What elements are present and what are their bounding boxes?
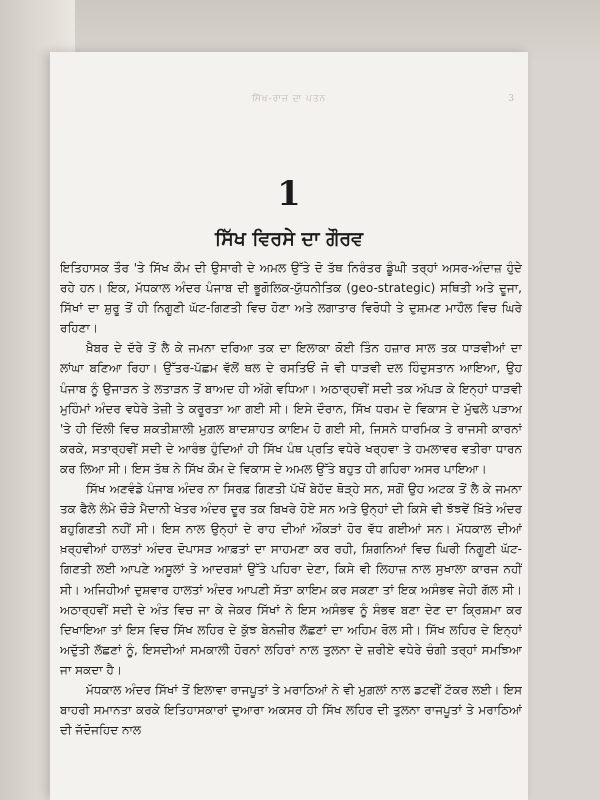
chapter-title: ਸਿੱਖ ਵਿਰਸੇ ਦਾ ਗੌਰਵ	[214, 228, 364, 250]
running-head: ਸਿੱਖ-ਰਾਜ ਦਾ ਪਤਨ	[251, 94, 327, 104]
chapter-number: 1	[277, 174, 301, 214]
background-top	[0, 0, 600, 60]
book-page	[50, 52, 528, 800]
paragraph-1: ਇਤਿਹਾਸਕ ਤੌਰ 'ਤੇ ਸਿੱਖ ਕੌਮ ਦੀ ਉਸਾਰੀ ਦੇ ਅਮਲ ਉੱਤੇ ਦੋ ਤੱਥ ਨਿਰੰਤਰ ਡੂੰਘੀ ਤਰ੍ਹਾਂ ਅਸਰ-ਅੰਦਾਜ਼ ਹੁੰਦੇ ਰਹੇ ਹਨ। ਇਕ, ਮੱਧਕਾਲ ਅੰਦਰ ਪੰਜਾਬ ਦੀ ਭੂਗੋਲਿਕ-ਯੁੱਧਨੀਤਿਕ (geo-strategic) ਸਥਿਤੀ ਅਤੇ ਦੂਜਾ, ਸਿੱਖਾਂ ਦਾ ਸ਼ੁਰੂ ਤੋਂ ਹੀ ਨਿਗੂਣੀ ਘੱਟ-ਗਿਣਤੀ ਵਿਚ ਹੋਣਾ ਅਤੇ ਲਗਾਤਾਰ ਵਿਰੋਧੀ ਤੇ ਦੁਸ਼ਮਣ ਮਾਹੌਲ ਵਿਚ ਘਿਰੇ ਰਹਿਣਾ।	[60, 261, 522, 336]
paragraph-3: ਸਿੱਖ ਅਣਵੰਡੇ ਪੰਜਾਬ ਅੰਦਰ ਨਾ ਸਿਰਫ਼ ਗਿਣਤੀ ਪੱਖੋਂ ਬੇਹੱਦ ਥੋੜ੍ਹੇ ਸਨ, ਸਗੋਂ ਉਹ ਅਟਕ ਤੋਂ ਲੈ ਕੇ ਜਮਨਾ ਤਕ ਫੈਲੇ ਲੰਮੇ ਚੌੜੇ ਮੈਦਾਨੀ ਖੇਤਰ ਅੰਦਰ ਦੂਰ ਤਕ ਬਿਖਰੇ ਹੋਏ ਸਨ ਅਤੇ ਉਨ੍ਹਾਂ ਦੀ ਕਿਸੇ ਵੀ ਝੱਝਵੇਂ ਖ਼ਿੱਤੇ ਅੰਦਰ ਬਹੁਗਿਣਤੀ ਨਹੀਂ ਸੀ। ਇਸ ਨਾਲ ਉਨ੍ਹਾਂ ਦੇ ਰਾਹ ਦੀਆਂ ਔਕੜਾਂ ਹੋਰ ਵੱਧ ਗਈਆਂ ਸਨ। ਮੱਧਕਾਲ ਦੀਆਂ ਖ਼ਰ੍ਹਵੀਆਂ ਹਾਲਤਾਂ ਅੰਦਰ ਦੋਪਾਸੜ ਆਫ਼ਤਾਂ ਦਾ ਸਾਹਮਣਾ ਕਰ ਰਹੀ, ਸ਼ਿਗਨਿਆਂ ਵਿਚ ਘਿਰੀ ਨਿਗੂਣੀ ਘੱਟ-ਗਿਣਤੀ ਲਈ ਆਪਣੇ ਅਸੂਲਾਂ ਤੇ ਆਦਰਸ਼ਾਂ ਉੱਤੇ ਪਹਿਰਾ ਦੇਣਾ, ਕਿਸੇ ਵੀ ਲਿਹਾਜ਼ ਨਾਲ ਸੁਖਾਲਾ ਕਾਰਜ ਨਹੀਂ ਸੀ। ਅਜਿਹੀਆਂ ਦੁਸ਼ਵਾਰ ਹਾਲਤਾਂ ਅੰਦਰ ਆਪਣੀ ਸੱਤਾ ਕਾਇਮ ਕਰ ਸਕਣਾ ਤਾਂ ਇਕ ਅਸੰਭਵ ਜੇਹੀ ਗੱਲ ਸੀ। ਅਠਾਰ੍ਹਵੀਂ ਸਦੀ ਦੇ ਅੰਤ ਵਿਚ ਜਾ ਕੇ ਜੇਕਰ ਸਿੱਖਾਂ ਨੇ ਇਸ ਅਸੰਭਵ ਨੂੰ ਸੰਭਵ ਬਣਾ ਦੇਣ ਦਾ ਕ੍ਰਿਸ਼ਮਾ ਕਰ ਦਿਖਾਇਆ ਤਾਂ ਇਸ ਵਿਚ ਸਿੱਖ ਲਹਿਰ ਦੇ ਕੁੱਝ ਬੇਨਜ਼ੀਰ ਲੱਛਣਾਂ ਦਾ ਅਹਿਮ ਰੋਲ ਸੀ। ਸਿੱਖ ਲਹਿਰ ਦੇ ਇਨ੍ਹਾਂ ਅਦੁੱਤੀ ਲੱਛਣਾਂ ਨੂੰ, ਇਸਦੀਆਂ ਸਮਕਾਲੀ ਹੋਰਨਾਂ ਲਹਿਰਾਂ ਨਾਲ ਤੁਲਨਾ ਦੇ ਜ਼ਰੀਏ ਵਧੇਰੇ ਚੰਗੀ ਤਰ੍ਹਾਂ ਸਮਝਿਆ ਜਾ ਸਕਦਾ ਹੈ।	[60, 482, 522, 677]
body-text	[60, 258, 522, 798]
page-number: 3	[508, 94, 514, 104]
paragraph-4: ਮੱਧਕਾਲ ਅੰਦਰ ਸਿੱਖਾਂ ਤੋਂ ਇਲਾਵਾ ਰਾਜਪੂਤਾਂ ਤੇ ਮਰਾਠਿਆਂ ਨੇ ਵੀ ਮੁਗ਼ਲਾਂ ਨਾਲ ਡਟਵੀਂ ਟੱਕਰ ਲਈ। ਇਸ ਬਾਹਰੀ ਸਮਾਨਤਾ ਕਰਕੇ ਇਤਿਹਾਸਕਾਰਾਂ ਦੁਆਰਾ ਅਕਸਰ ਹੀ ਸਿੱਖ ਲਹਿਰ ਦੀ ਤੁਲਨਾ ਰਾਜਪੂਤਾਂ ਤੇ ਮਰਾਠਿਆਂ ਦੀ ਜੱਦੋਜਹਿਦ ਨਾਲ	[60, 682, 522, 738]
paragraph-2: ਖ਼ੈਬਰ ਦੇ ਦੱਰੇ ਤੋਂ ਲੈ ਕੇ ਜਮਨਾ ਦਰਿਆ ਤਕ ਦਾ ਇਲਾਕਾ ਕੋਈ ਤਿੰਨ ਹਜ਼ਾਰ ਸਾਲ ਤਕ ਧਾੜਵੀਆਂ ਦਾ ਲਾਂਘਾ ਬਣਿਆ ਰਿਹਾ। ਉੱਤਰ-ਪੱਛਮ ਵੱਲੋਂ ਥਲ ਦੇ ਰਸਤਿਓਂ ਜੋ ਵੀ ਧਾੜਵੀ ਦਲ ਹਿੰਦੁਸਤਾਨ ਆਇਆ, ਉਹ ਪੰਜਾਬ ਨੂੰ ਉਜਾੜਨ ਤੇ ਲਤਾੜਨ ਤੋਂ ਬਾਅਦ ਹੀ ਅੱਗੇ ਵਧਿਆ। ਅਠਾਰ੍ਹਵੀਂ ਸਦੀ ਤਕ ਅੱਪੜ ਕੇ ਇਨ੍ਹਾਂ ਧਾੜਵੀ ਮੁਹਿੰਮਾਂ ਅੰਦਰ ਵਧੇਰੇ ਤੇਜ਼ੀ ਤੇ ਕਰੂਰਤਾ ਆ ਗਈ ਸੀ। ਇਸੇ ਦੌਰਾਨ, ਸਿੱਖ ਧਰਮ ਦੇ ਵਿਕਾਸ ਦੇ ਮੁੱਢਲੇ ਪੜਾਅ 'ਤੇ ਹੀ ਦਿੱਲੀ ਵਿਚ ਸ਼ਕਤੀਸ਼ਾਲੀ ਮੁਗ਼ਲ ਬਾਦਸ਼ਾਹਤ ਕਾਇਮ ਹੋ ਗਈ ਸੀ, ਜਿਸਨੇ ਧਾਰਮਿਕ ਤੇ ਰਾਜਸੀ ਕਾਰਨਾਂ ਕਰਕੇ, ਸਤਾਰ੍ਹਵੀਂ ਸਦੀ ਦੇ ਆਰੰਭ ਹੁੰਦਿਆਂ ਹੀ ਸਿੱਖ ਪੰਥ ਪ੍ਰਤਿ ਵਧੇਰੇ ਖਰ੍ਹਵਾ ਤੇ ਹਮਲਾਵਰ ਵਤੀਰਾ ਧਾਰਨ ਕਰ ਲਿਆ ਸੀ। ਇਸ ਤੱਥ ਨੇ ਸਿੱਖ ਕੌਮ ਦੇ ਵਿਕਾਸ ਦੇ ਅਮਲ ਉੱਤੇ ਬਹੁਤ ਹੀ ਗਹਿਰਾ ਅਸਰ ਪਾਇਆ।	[60, 341, 522, 476]
